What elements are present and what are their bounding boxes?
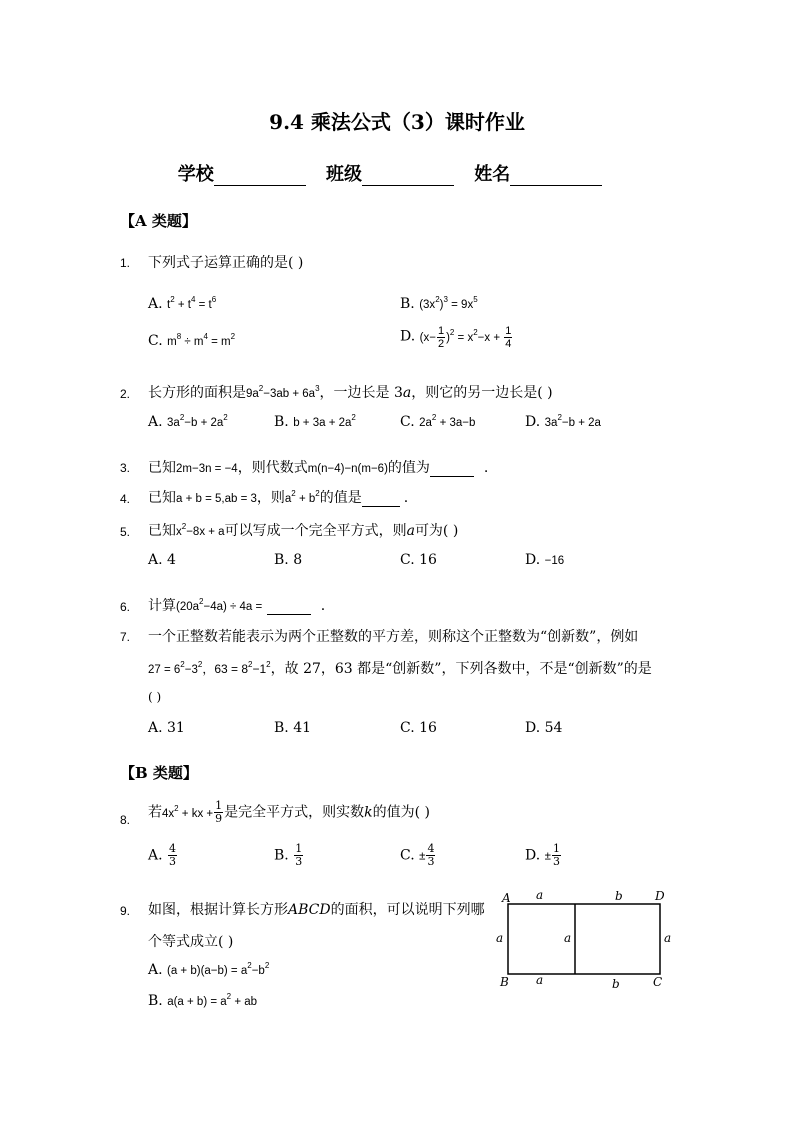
q1-number: 1. [120, 256, 131, 270]
q7-option-d: D. 54 [525, 720, 563, 736]
q2-option-b: B. $b + 3a + 2a^2$ [274, 413, 356, 430]
q8-option-c: C. ± $\frac{4}{3}$ [400, 842, 435, 868]
q6-text: 计算$(20a^2-4a) \div 4a$ = . [148, 597, 326, 614]
q5-option-c: C. 16 [400, 552, 437, 568]
q2-text: 长方形的面积是$9a^2-3ab + 6a^3$，一边长是 3a，则它的另一边长是( ) [148, 384, 553, 401]
q7-number: 7. [120, 630, 131, 644]
label-top-b: b [615, 889, 623, 903]
q1-option-a: A. $t^2 + t^4 = t^6$ [148, 295, 217, 312]
q1-option-c: C. $m^8 \div m^4 = m^2$ [148, 332, 236, 349]
label-left-a: a [496, 931, 504, 945]
q7-option-a: A. 31 [148, 720, 185, 736]
q9-option-b: B. $a(a + b) = a^2$ + ab [148, 992, 258, 1009]
q4-text: 已知a + b = 5,ab = 3，则$a^2 + b^2$的值是 . [148, 489, 409, 506]
class-label: 班级 [326, 164, 362, 185]
q1-option-d: D. (x− $\frac{1}{2}$ )$^2 = x^2-x$ + $\frac{1}{4}$ [400, 325, 512, 350]
q1-b-expr: $(3x^2)^3 = 9x^5$ [419, 295, 478, 311]
outer-rectangle [508, 904, 660, 974]
label-A: A [502, 891, 511, 905]
label-bottom-b: b [612, 977, 620, 991]
q8-option-d: D. ± $\frac{1}{3}$ [525, 842, 560, 868]
page-title: 9.4 乘法公式（3）课时作业 [269, 110, 525, 134]
q1-c-expr: $m^8 \div m^4 = m^2$ [167, 332, 236, 348]
label-C: C [653, 975, 663, 989]
q5-option-d: D. −16 [525, 552, 565, 568]
q5-text: 已知$x^2-8x + a$可以写成一个完全平方式，则a可为( ) [148, 522, 459, 539]
q5-option-b: B. 8 [274, 552, 303, 568]
q9-line1: 如图，根据计算长方形ABCD的面积，可以说明下列哪 [148, 902, 485, 918]
q5-number: 5. [120, 525, 131, 539]
label-B: B [500, 975, 509, 989]
q9-number: 9. [120, 904, 131, 918]
label-top-a: a [536, 888, 544, 902]
q7-line3: ( ) [148, 690, 162, 704]
q2-option-a: A. $3a^2-b + 2a^2$ [148, 413, 228, 430]
class-blank [362, 167, 454, 186]
q1-text: 下列式子运算正确的是( ) [148, 255, 304, 271]
q9-line2: 个等式成立( ) [148, 934, 234, 950]
q8-text: 若$4x^2$ + kx + $\frac{1}{9}$ 是完全平方式，则实数k的值为( ) [148, 799, 430, 825]
q8-option-a: A. $\frac{4}{3}$ [148, 842, 177, 868]
student-info-line [0, 160, 794, 186]
q6-number: 6. [120, 600, 131, 614]
q8-number: 8. [120, 813, 131, 827]
q2-option-d: D. $3a^2-b + 2a$ [525, 413, 601, 430]
q7-line1: 一个正整数若能表示为两个正整数的平方差，则称这个正整数为“创新数”，例如 [148, 629, 639, 645]
q1-option-b: B. $(3x^2)^3 = 9x^5$ [400, 295, 478, 312]
q2-option-c: C. $2a^2 + 3a-b$ [400, 413, 476, 430]
section-a-heading: 【A 类题】 [120, 212, 197, 230]
label-right-a: a [664, 931, 672, 945]
name-blank [510, 167, 602, 186]
q5-option-a: A. 4 [148, 552, 176, 568]
q7-line2: $27 = 6^2-3^2$，$63 = 8^2-1^2$，故 27，63 都是“创新数”，下列各数中，不是“创新数”的是 [148, 660, 652, 677]
q7-option-b: B. 41 [274, 720, 312, 736]
q9-option-a: A. $(a + b)(a-b) = a^2-b^2$ [148, 961, 270, 978]
school-label: 学校 [177, 164, 214, 185]
q1-d-expr: (x− $\frac{1}{2}$ )$^2 = x^2-x$ + $\frac{1}{4}$ [419, 325, 512, 350]
q3-number: 3. [120, 461, 131, 475]
name-label: 姓名 [474, 164, 511, 185]
q1-a-expr: $t^2 + t^4 = t^6$ [167, 295, 217, 311]
rectangle-abcd-figure [490, 884, 690, 994]
school-blank [214, 167, 306, 186]
q7-option-c: C. 16 [400, 720, 437, 736]
q2-number: 2. [120, 387, 131, 401]
q4-number: 4. [120, 492, 131, 506]
q3-text: 已知2m−3n = −4，则代数式m(n−4)−n(m−6)的值为 . [148, 460, 489, 476]
label-D: D [655, 889, 665, 903]
section-b-heading: 【B 类题】 [120, 764, 198, 782]
label-bottom-a: a [536, 973, 544, 987]
q8-option-b: B. $\frac{1}{3}$ [274, 842, 303, 868]
label-mid-a: a [564, 931, 572, 945]
